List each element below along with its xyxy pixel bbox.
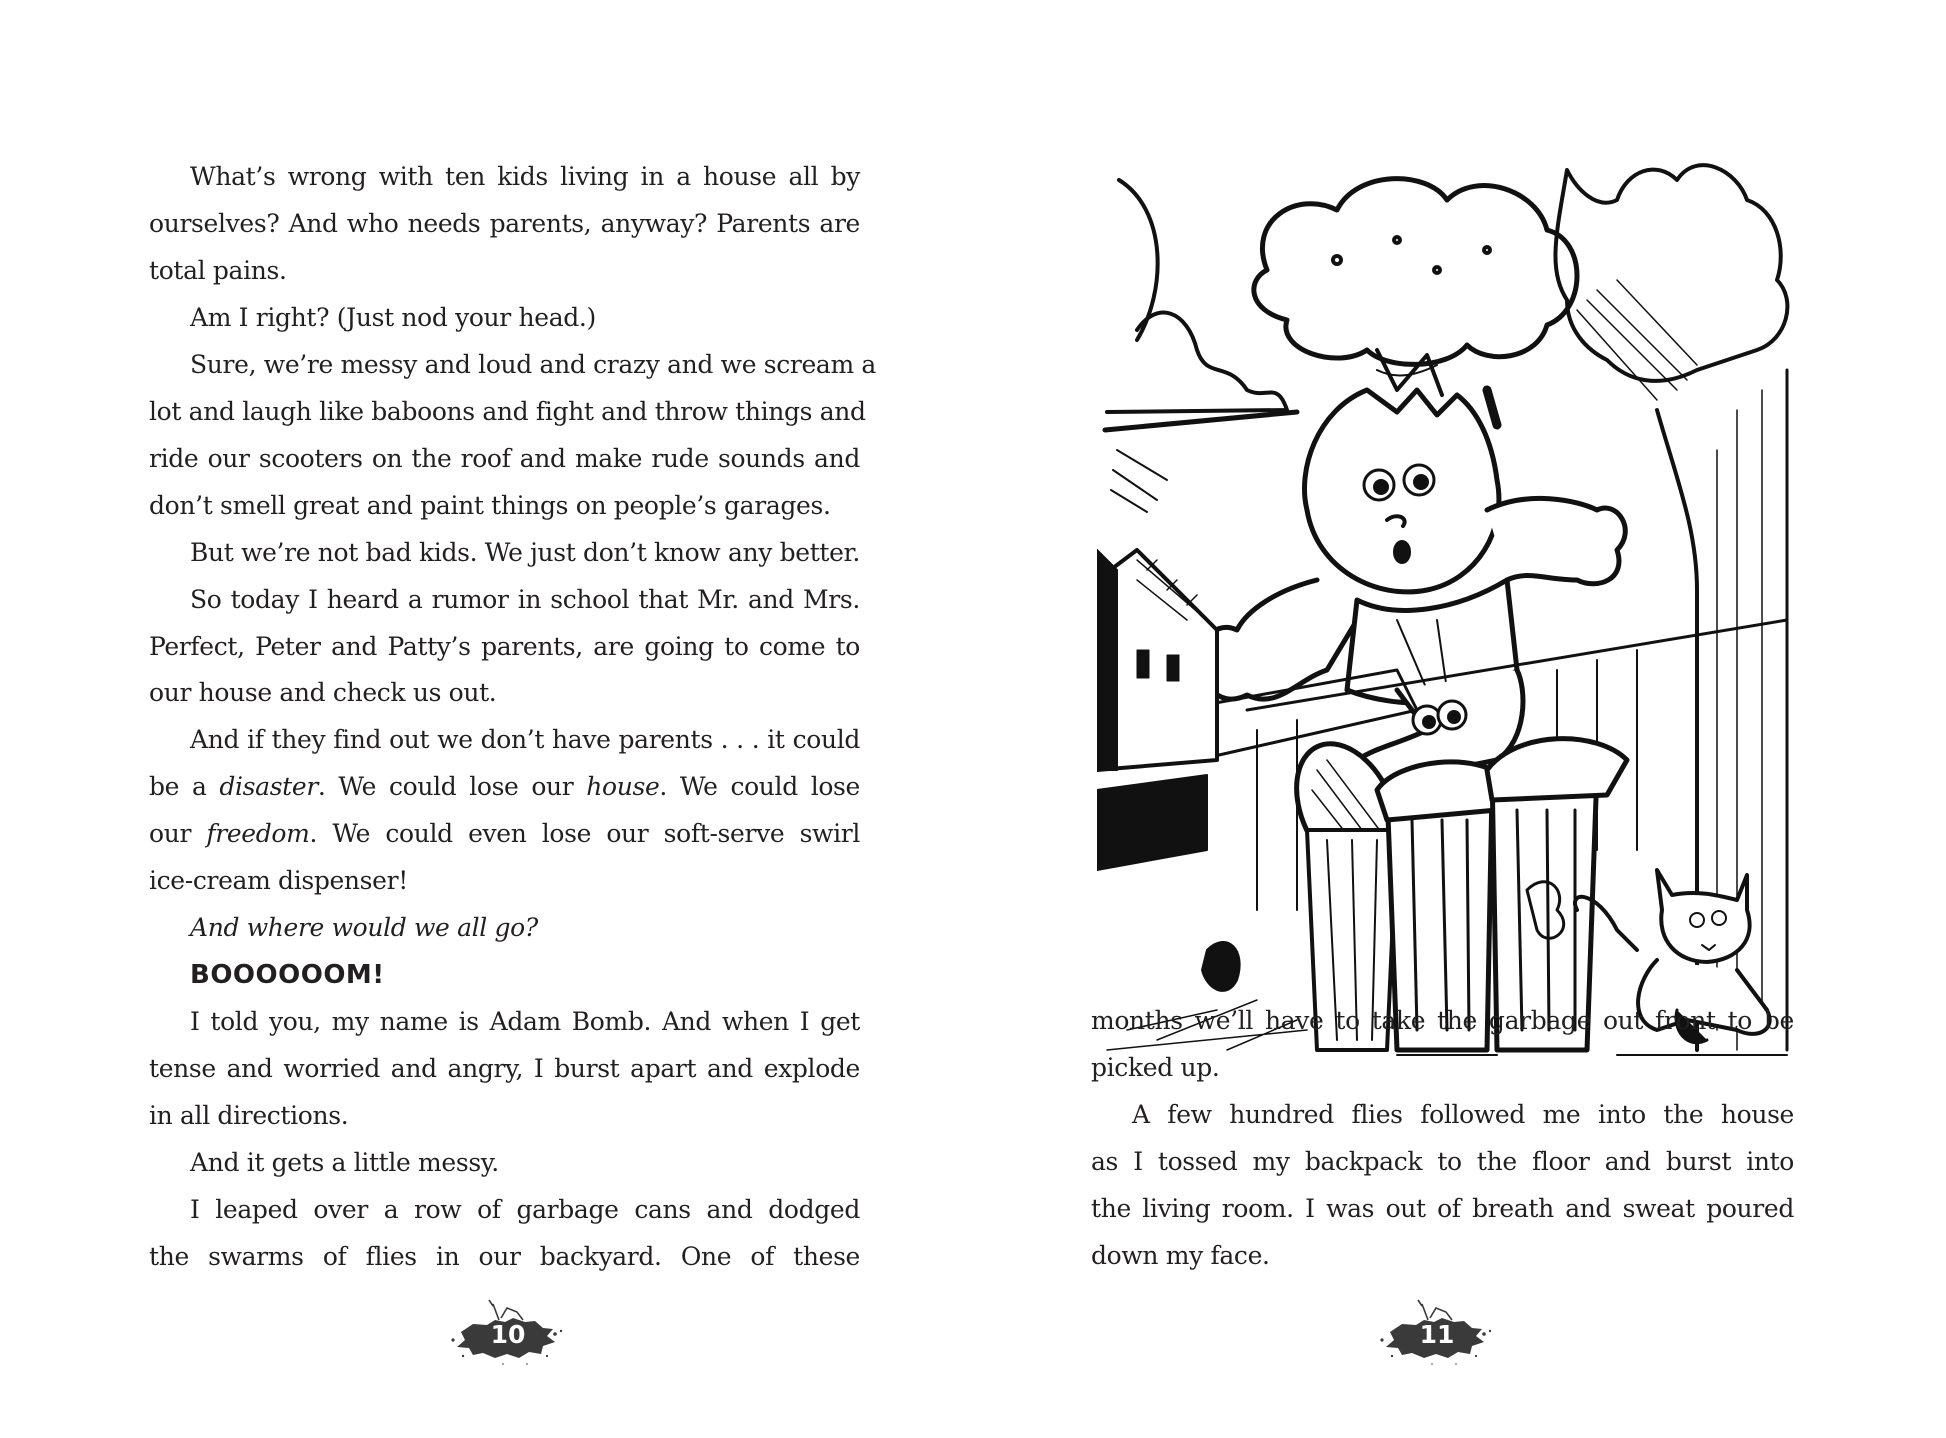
text-line: our house and check us out. <box>149 678 497 708</box>
text-segment: . We could even lose our soft-serve swirl <box>309 819 860 849</box>
text-segment: our <box>149 819 207 849</box>
text-line: I told you, my name is Adam Bomb. And when I get <box>190 1007 860 1037</box>
text-line: down my face. <box>1091 1240 1270 1270</box>
text-line: months we’ll have to take the garbage out front to be <box>1091 1006 1794 1035</box>
text-line: tense and worried and angry, I burst apart and explode <box>149 1054 860 1084</box>
text-line: don’t smell great and paint things on people’s garages. <box>149 490 831 520</box>
left-page-text <box>149 154 876 1281</box>
text-line <box>149 764 860 811</box>
page-number: 10 <box>490 1320 526 1349</box>
italic-line: And where would we all go? <box>190 913 538 943</box>
page-number: 11 <box>1419 1320 1455 1349</box>
explosion-cloud-icon <box>1254 179 1577 395</box>
text-line: Sure, we’re messy and loud and crazy and we scream a <box>190 349 876 379</box>
page-number-badge <box>443 1298 573 1378</box>
text-line: ice-cream dispenser! <box>149 866 408 896</box>
page-number-badge <box>1372 1298 1502 1378</box>
text-line: I leaped over a row of garbage cans and dodged <box>190 1194 860 1224</box>
text-line: lot and laugh like baboons and fight and throw things and <box>149 396 866 426</box>
emphasis-freedom: freedom <box>206 819 310 849</box>
text-line: as I tossed my backpack to the floor and burst into <box>1091 1146 1794 1176</box>
house-icon <box>1097 550 1217 870</box>
text-line: ourselves? And who needs parents, anyway? Parents are <box>149 208 860 238</box>
text-line: Am I right? (Just nod your head.) <box>190 302 596 332</box>
text-line: And if they find out we don’t have parents . . . it could <box>190 725 860 755</box>
illustration-adam-bomb-jumping-garbage-cans <box>1097 150 1797 1062</box>
text-line: the living room. I was out of breath and sweat poured <box>1091 1193 1794 1223</box>
text-line: total pains. <box>149 255 287 285</box>
sound-effect-heading: BOOOOOOM! <box>190 960 385 991</box>
text-line: picked up. <box>1091 1052 1220 1082</box>
text-segment: . We could lose <box>659 772 860 802</box>
text-line: ride our scooters on the roof and make rude sounds and <box>149 443 860 473</box>
text-line: What’s wrong with ten kids living in a house all by <box>190 162 860 191</box>
text-line: So today I heard a rumor in school that Mr. and Mrs. <box>190 584 860 614</box>
text-line: And it gets a little messy. <box>190 1148 499 1178</box>
text-segment: be a <box>149 772 220 802</box>
right-page-text <box>1091 998 1794 1280</box>
text-line: A few hundred flies followed me into the house <box>1132 1099 1794 1129</box>
text-line <box>149 811 860 858</box>
text-line: in all directions. <box>149 1101 349 1131</box>
text-line: the swarms of flies in our backyard. One of these <box>149 1241 860 1271</box>
text-line: But we’re not bad kids. We just don’t know any better. <box>190 537 861 567</box>
text-segment: . We could lose our <box>317 772 587 802</box>
character-head <box>1305 390 1499 592</box>
emphasis-disaster: disaster <box>219 772 318 802</box>
text-line: Perfect, Peter and Patty’s parents, are going to come to <box>149 631 860 661</box>
emphasis-house: house <box>586 772 660 802</box>
